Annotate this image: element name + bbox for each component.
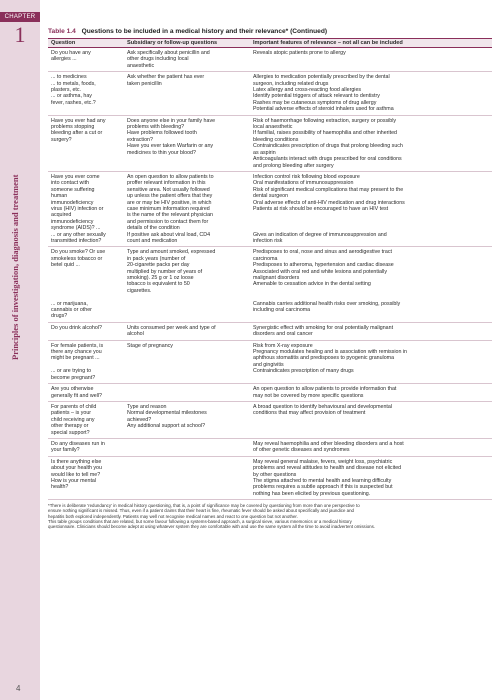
question-cell: Do you drink alcohol? xyxy=(51,324,102,331)
relevance-cell: Predisposes to oral, nose and sinus and aerodigestive tract carcinoma Predisposes to atheroma, hypertension and cardiac disease Associated with oral red and white lesions and potentially malignant disorders Amenable to cessation advice in the dental setting Cannabis carries additional health risks over smoking, possibly including oral carcinoma xyxy=(253,249,401,314)
chapter-number: 1 xyxy=(14,22,26,47)
header-relevance: Important features of relevance – not all can be included xyxy=(253,40,403,46)
header-subsidiary: Subsidiary or follow-up questions xyxy=(127,40,218,46)
relevance-cell: Risk from X-ray exposure Pregnancy modulates healing and is association with remission in aphthous stomatitis and predisposes to pyogenic granuloma and gingivitis Contraindicates prescription of many drugs xyxy=(253,342,407,375)
subsidiary-cell: Type and amount smoked, expressed in pack years (number of 20-cigarette packs per day multiplied by number of years of smoking). 25 g or 1 oz loose tobacco is equivalent to 50 cigarettes. xyxy=(127,249,216,294)
relevance-cell: Synergistic effect with smoking for oral potentially malignant disorders and oral cancer xyxy=(253,324,394,338)
header-question: Question xyxy=(51,40,76,46)
chapter-label: CHAPTER xyxy=(0,12,40,22)
table-title-text: Questions to be included in a medical history and their relevance* (Continued) xyxy=(81,28,328,35)
table-row xyxy=(48,384,492,402)
relevance-cell: May reveal haemophilia and other bleeding disorders and a host of other genetic diseases and syndromes xyxy=(253,440,404,454)
subsidiary-cell: Stage of pregnancy xyxy=(127,342,173,349)
table-title xyxy=(48,28,492,35)
relevance-cell: Infection control risk following blood exposure Oral manifestations of immunosuppression Risk of significant medical complications that may present to the dental surgeon Oral adverse effects of anti-HIV medication and drug interactions Patients at risk should be encouraged to have an HIV test Gives an indication of degree of immunosuppression and infection risk xyxy=(253,173,405,244)
question-cell: For female patients, is there any chance you might be pregnant ... ... or are trying to become pregnant? xyxy=(51,342,104,381)
table-row xyxy=(48,439,492,457)
subsidiary-cell xyxy=(124,441,250,454)
relevance-cell: Allergies to medication potentially prescribed by the dental surgeon, including related drugs Latex allergy and cross-reacting food allergies Identify potential triggers of attack relevant to dentistry Rashes may be cutaneous symptoms of drug allergy Potential adverse effects of steroid inhalers used for asthma xyxy=(253,74,394,113)
table-row xyxy=(48,172,492,247)
subsidiary-cell: Ask whether the patient has ever taken penicillin xyxy=(127,74,205,87)
relevance-cell: Risk of haemorrhage following extraction, surgery or possibly local anaesthetic If familial, raises possibility of haemophilia and other inherited bleeding conditions Contraindicates prescription of drugs that prolong bleeding such as aspirin Anticoagulants interact with drugs prescribed for oral conditions and prolong bleeding after surgery xyxy=(253,117,403,169)
subsidiary-cell: Type and reason Normal developmental milestones achieved? Any additional support at school? xyxy=(127,403,207,430)
relevance-cell: May reveal general malaise, fevers, weight loss, psychiatric problems and reveal attitudes to health and disease not elicited by other questions The stigma attached to mental health and learning difficulty problems requires a subtle approach if this is suspected but nothing has been elicited by previous questioning. xyxy=(253,458,402,497)
subsidiary-cell: An open question to allow patients to proffer relevant information in this sensitive area. Not usually followed up unless the patient offers that they are or may be HIV positive, in which case minimum information required is the name of the relevant physician and permission to contact them for details of the condition If positive ask about viral load, CD4 count and medication xyxy=(127,173,214,244)
chapter-sidebar xyxy=(0,0,40,700)
subsidiary-cell: Units consumed per week and type of alcohol xyxy=(127,324,216,338)
table-row xyxy=(48,341,492,384)
question-cell: Have you ever come into contact with someone suffering human immunodeficiency virus (HIV) infection or acquired immunodeficiency syndrome (AIDS)? ... ... or any other sexually transmitted infection? xyxy=(51,173,106,244)
subsidiary-cell xyxy=(124,459,250,497)
table-footnote: *There is deliberate 'redundancy' in medical history questioning, that is, a point of significance may be covered by questioning from more than one perspective to ensure nothing significant is missed. Thus, even if a patient claims that their heart is fine, rheumatic fever should be asked about specifically and jaundice and hepatitis both explored independently. Patients may well not recognise medical names and react to one question but not another. This table groups conditions that are related, but some favour following a systems-based approach, a surgical sieve, various mnemonics or a medical history questionnaire. Clinicians should become adept at using whatever system they are comfortable with and use the same system all the time to avoid inadvertent omissions. xyxy=(48,503,376,530)
question-cell: ... to medicines ... to metals, foods, plasters, etc. ... or asthma, hay fever, rashes, etc.? xyxy=(51,74,96,106)
question-cell: For parents of child patients – is your child receiving any other therapy or special support? xyxy=(51,403,97,436)
table-row xyxy=(48,48,492,72)
question-cell: Are you otherwise generally fit and well? xyxy=(51,386,102,399)
question-cell: Have you ever had any problems stopping bleeding after a cut or surgery? xyxy=(51,117,106,143)
table-row xyxy=(48,116,492,172)
table-header xyxy=(48,38,492,48)
table-row xyxy=(48,402,492,439)
question-cell: Do you have any allergies ... xyxy=(51,50,91,63)
relevance-cell: A broad question to identify behavioural and developmental conditions that may affect provision of treatment xyxy=(253,403,392,417)
relevance-cell: Reveals atopic patients prone to allergy xyxy=(253,50,346,56)
subsidiary-cell xyxy=(124,386,250,399)
table-row xyxy=(48,323,492,341)
table-row xyxy=(48,72,492,115)
question-cell: Is there anything else about your health you would like to tell me? How is your mental health? xyxy=(51,458,102,491)
page-number: 4 xyxy=(16,684,21,693)
table-container xyxy=(48,28,492,530)
relevance-cell: An open question to allow patients to provide information that may not be covered by more specific questions xyxy=(253,386,397,399)
table-row xyxy=(48,247,492,322)
subsidiary-cell: Does anyone else in your family have problems with bleeding? Have problems followed tooth extraction? Have you ever taken Warfarin or any medicines to thin your blood? xyxy=(127,117,216,156)
spine-title: Principles of investigation, diagnosis and treatment xyxy=(10,174,20,360)
table-number: Table 1.4 xyxy=(48,28,76,35)
table-row xyxy=(48,457,492,500)
question-cell: Do any diseases run in your family? xyxy=(51,440,105,454)
subsidiary-cell: Ask specifically about penicillin and other drugs including local anaesthetic xyxy=(127,50,210,69)
question-cell: Do you smoke? Or use smokeless tobacco or betel quid ... ... or marijuana, cannabis or other drugs? xyxy=(51,249,106,320)
